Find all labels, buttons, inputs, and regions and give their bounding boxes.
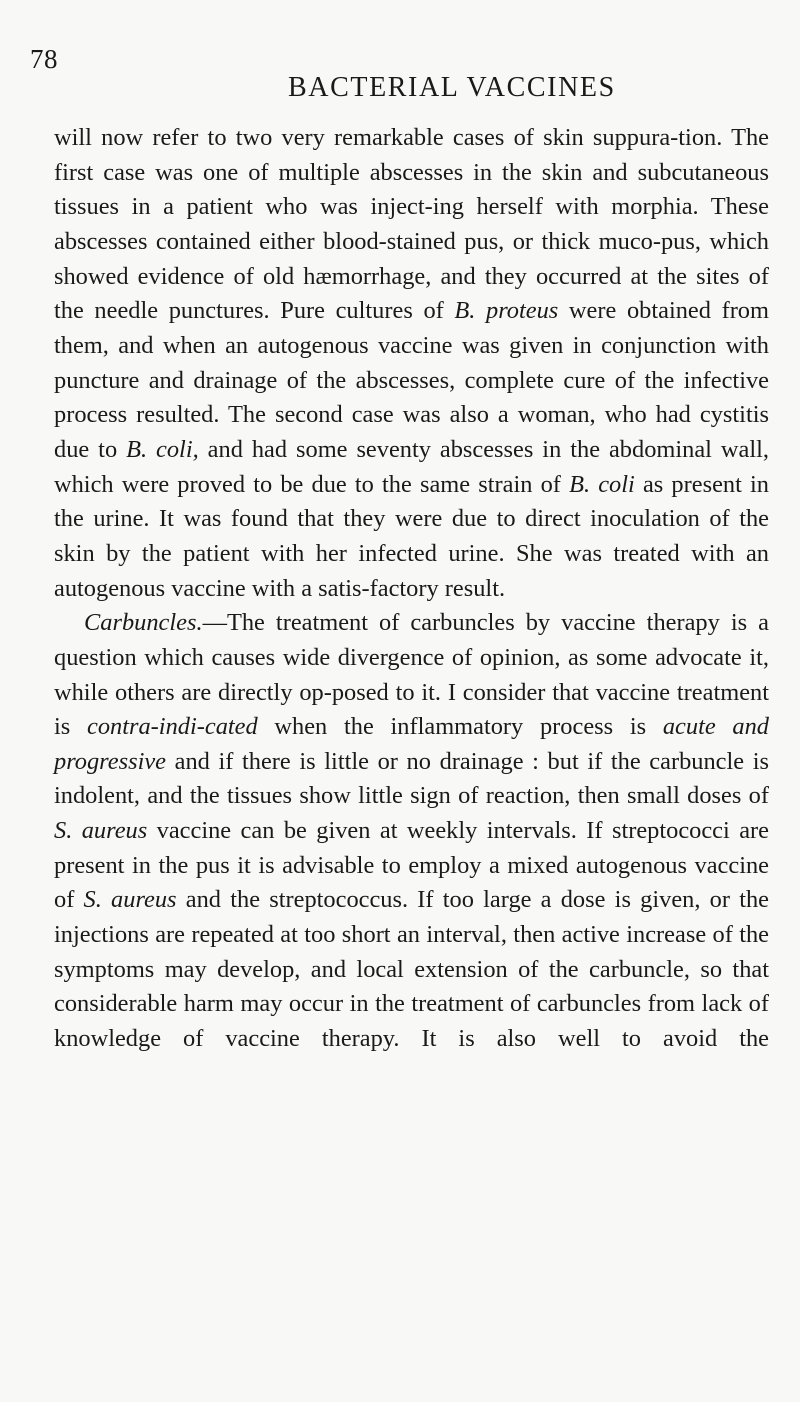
text-segment: when the inflammatory process is: [257, 713, 663, 741]
text-segment: and the streptococcus. If too large a dose is given, or the injections are repeated at too short an interval, then active increase of the symptoms may develop, and local extension of the carbuncle, so that considerable harm may occur in the treatment of carbuncles from lack of knowledge of vaccine therapy. It is also well to avoid the: [54, 886, 769, 1053]
paragraph-carbuncles: [54, 606, 769, 1057]
text-segment: and if there is little or no drainage : but if the carbuncle is indolent, and the tissues show little sign of reaction, then small doses of: [54, 747, 769, 810]
italic-term: B. coli,: [126, 435, 199, 463]
text-segment: will now refer to two very remarkable cases of skin suppura-tion. The first case was one of multiple abscesses in the skin and subcutaneous tissues in a patient who was inject-ing herself with morphia. These abscesses contained either blood-stained pus, or thick muco-pus, which showed evidence of old hæmorrhage, and they occurred at the sites of the needle punctures. Pure cultures of: [54, 124, 769, 325]
text-segment: were obtained from them, and when an autogenous vaccine was given in conjunction with puncture and drainage of the abscesses, complete cure of the infective process resulted. The second case was also a woman, who had cystitis due to: [54, 297, 769, 463]
italic-term: B. proteus: [454, 297, 559, 325]
text-segment: vaccine can be given at weekly intervals. If streptococci are present in the pus it is advisable to employ a mixed autogenous vaccine of: [54, 817, 769, 914]
running-title: BACTERIAL VACCINES: [288, 72, 616, 103]
text-segment: and had some seventy abscesses in the abdominal wall, which were proved to be due to the same strain of: [54, 435, 769, 498]
paragraph-skin-suppuration: [54, 121, 769, 606]
page-number: 78: [30, 44, 58, 74]
body-text: [54, 121, 769, 1057]
text-segment: —The treatment of carbuncles by vaccine therapy is a question which causes wide divergence of opinion, as some advocate it, while others are directly op-posed to it. I consider that vaccine treatment is: [54, 609, 769, 741]
italic-term: S. aureus: [54, 817, 148, 845]
italic-term: B. coli: [569, 470, 635, 498]
italic-term: contra-indi-cated: [87, 713, 258, 741]
text-segment: as present in the urine. It was found that they were due to direct inoculation of the skin by the patient with her infected urine. She was treated with an autogenous vaccine with a satis-factory result.: [54, 470, 769, 602]
italic-term: S. aureus: [83, 886, 177, 914]
section-heading-carbuncles: Carbuncles.: [84, 609, 203, 637]
italic-term: acute and progressive: [54, 713, 769, 775]
